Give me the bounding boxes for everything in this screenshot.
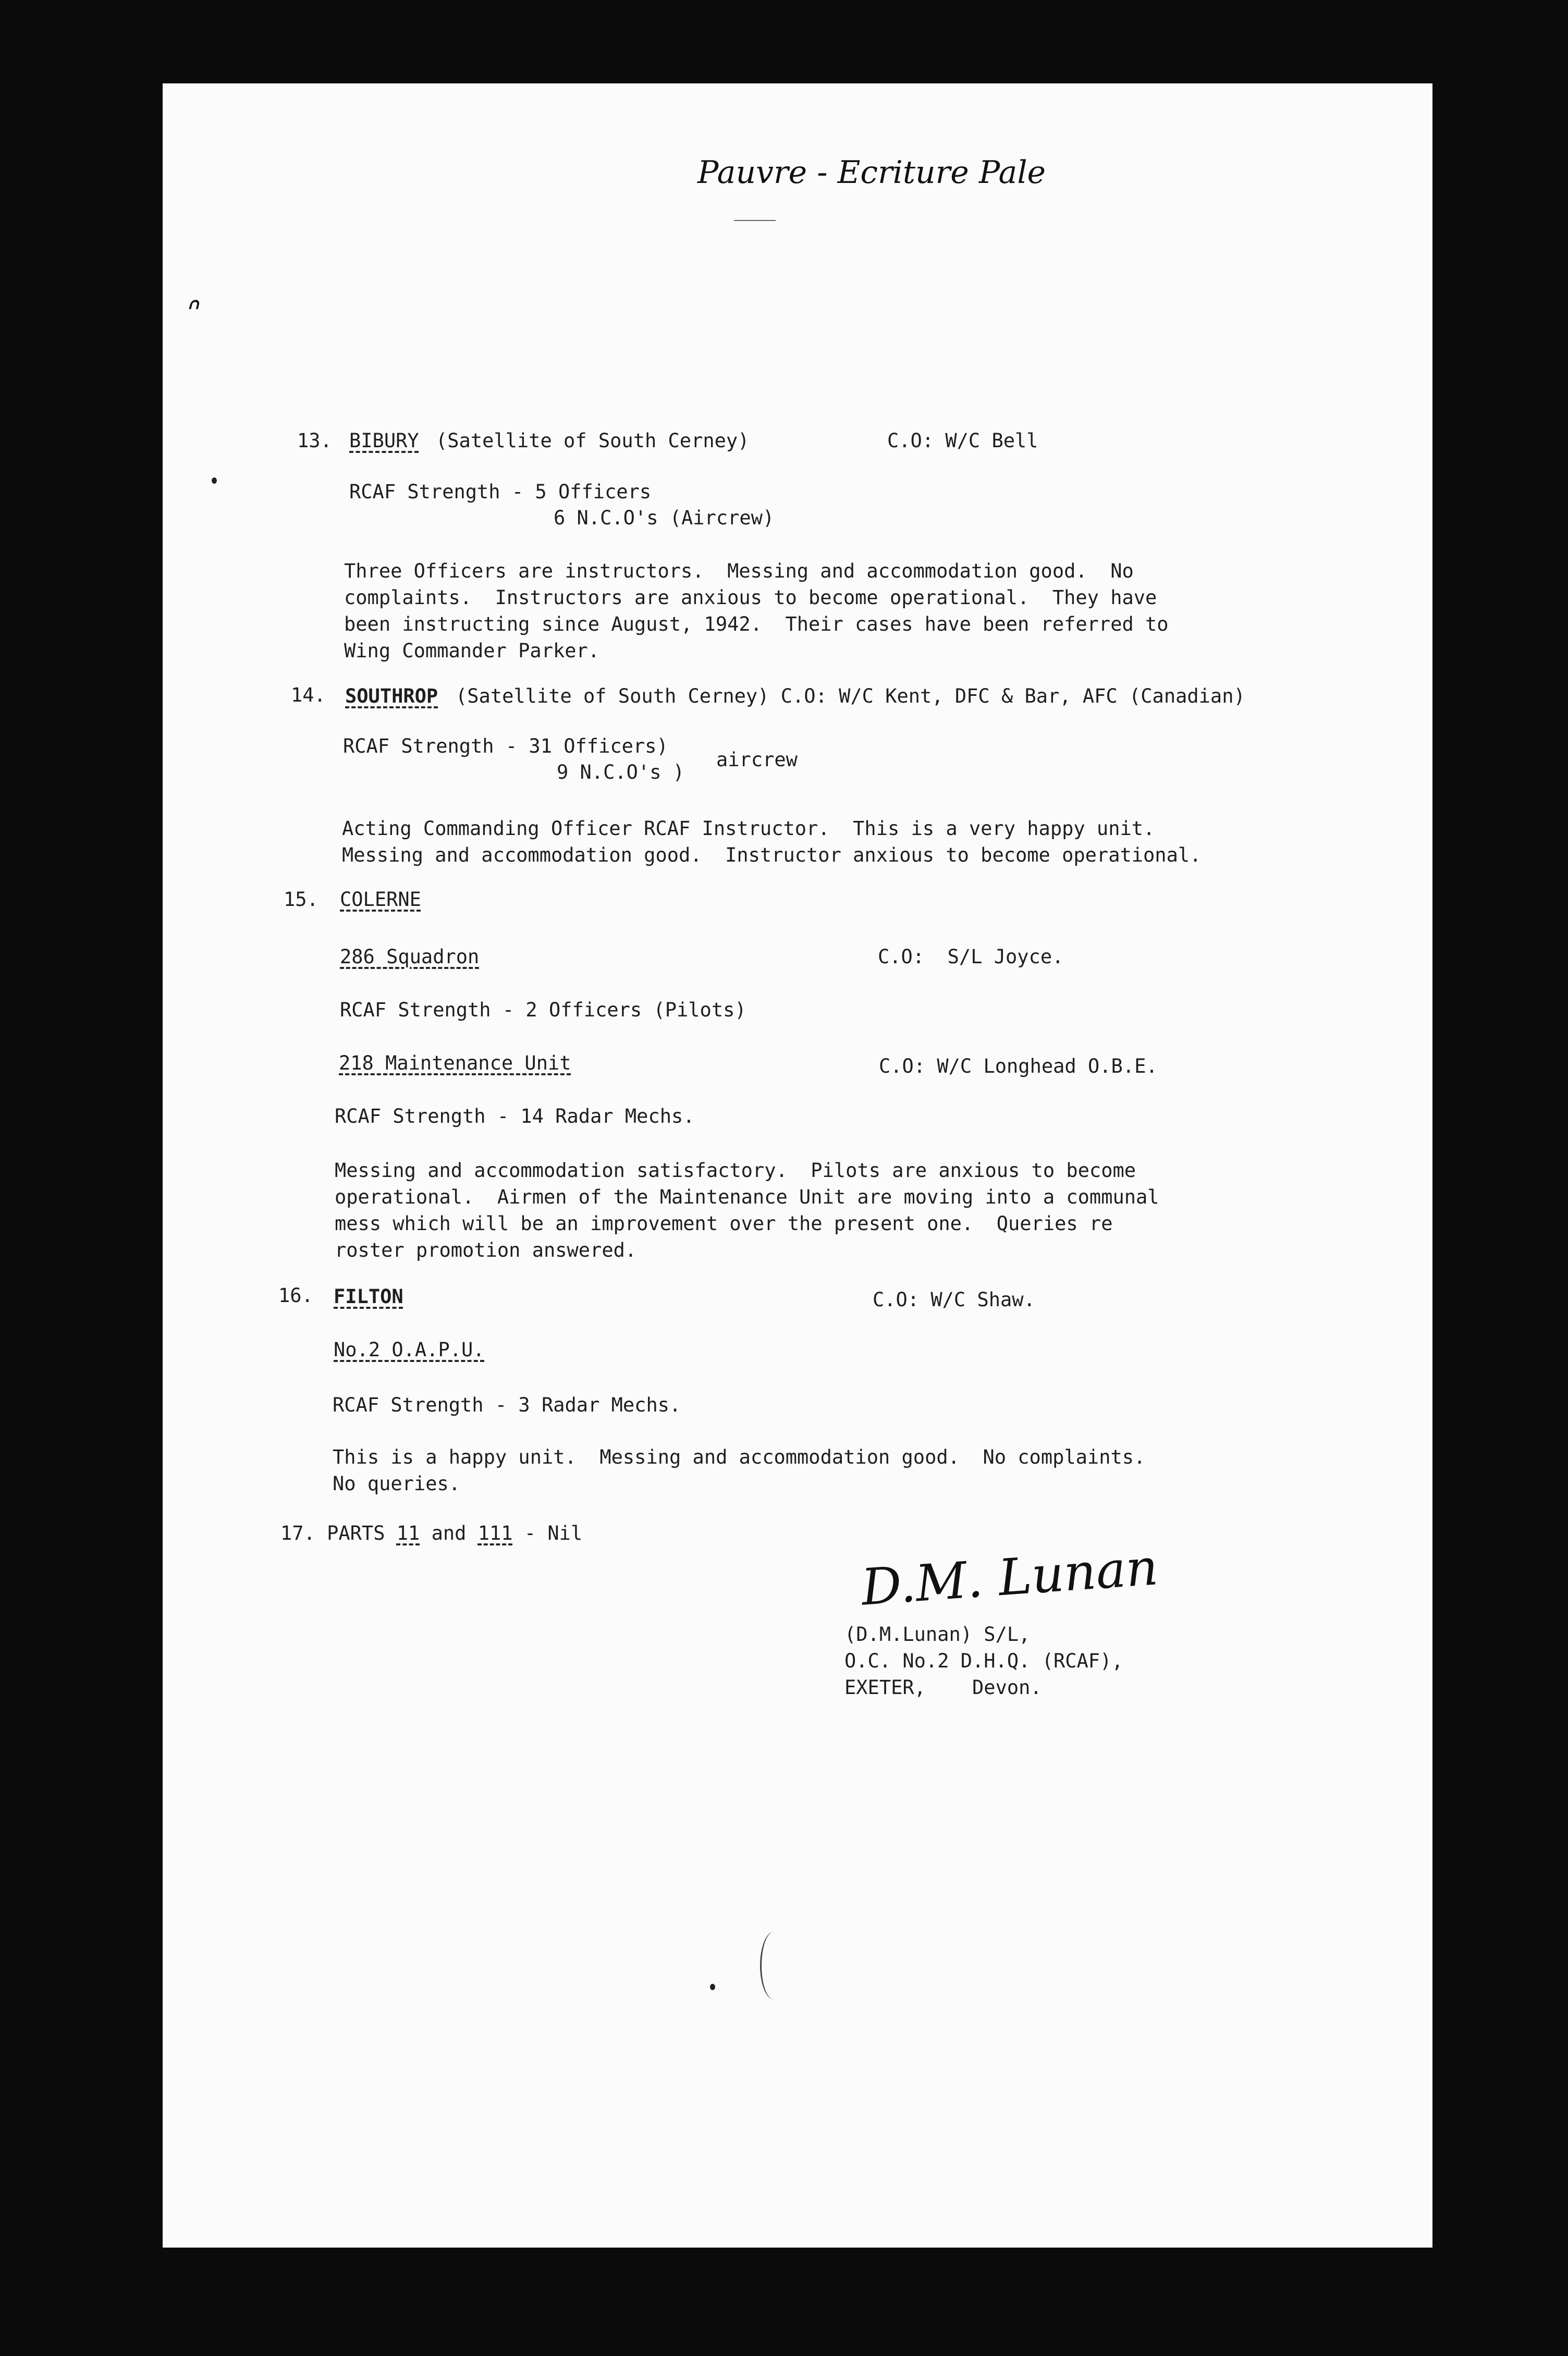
section-14-strength-note: aircrew (716, 748, 798, 771)
section-14-strength-line2: 9 N.C.O's ) (557, 761, 685, 783)
section-17-number: 17. (280, 1522, 315, 1544)
paragraph-line: Messing and accommodation good. Instructor anxious to become operational. (342, 844, 1202, 866)
section-15-unit1-co: C.O: S/L Joyce. (878, 946, 1064, 968)
paragraph-line: operational. Airmen of the Maintenance Unit are moving into a communal (335, 1186, 1159, 1208)
section-17-post: - Nil (524, 1522, 583, 1544)
section-16-strength: RCAF Strength - 3 Radar Mechs. (333, 1394, 681, 1416)
paragraph-line: been instructing since August, 1942. Their cases have been referred to (344, 613, 1169, 635)
document-page (163, 83, 1432, 2248)
signature-line3: EXETER, Devon. (844, 1676, 1042, 1699)
section-13-name: BIBURY (349, 430, 419, 452)
scan-mark (760, 1932, 788, 1999)
paragraph-line: Acting Commanding Officer RCAF Instructor. This is a very happy unit. (342, 817, 1155, 840)
section-15-unit1: 286 Squadron (340, 946, 480, 968)
handwritten-signature: D.M. Lunan (859, 1538, 1160, 1617)
paragraph-line: Messing and accommodation satisfactory. Pilots are anxious to become (335, 1159, 1136, 1182)
part-111: 111 (477, 1522, 513, 1544)
section-15-unit1-strength: RCAF Strength - 2 Officers (Pilots) (340, 999, 746, 1021)
margin-speck (212, 477, 217, 484)
section-13-strength-line2: 6 N.C.O's (Aircrew) (554, 507, 775, 529)
margin-mark: ᐢ (183, 292, 197, 330)
section-14-name: SOUTHROP (345, 685, 438, 707)
section-17-and: and (431, 1522, 467, 1544)
section-15-name: COLERNE (340, 888, 421, 911)
section-14-details: (Satellite of South Cerney) C.O: W/C Kent, DFC & Bar, AFC (Canadian) (456, 685, 1245, 707)
paragraph-line: mess which will be an improvement over the present one. Queries re (335, 1212, 1113, 1235)
section-16-unit: No.2 O.A.P.U. (334, 1339, 485, 1361)
paragraph-line: Wing Commander Parker. (344, 640, 600, 662)
section-13-note: (Satellite of South Cerney) (436, 430, 750, 452)
section-14-number: 14. (291, 684, 326, 706)
section-15-unit2: 218 Maintenance Unit (339, 1052, 571, 1074)
paragraph-line: No queries. (333, 1473, 461, 1495)
section-17-pre: PARTS (327, 1522, 385, 1544)
section-14-strength-line1: RCAF Strength - 31 Officers) (343, 735, 668, 757)
handwritten-header-note: Pauvre - Ecriture Pale (697, 154, 1046, 191)
section-17-line (280, 1520, 582, 1547)
paragraph-line: complaints. Instructors are anxious to become operational. They have (344, 586, 1157, 609)
paragraph-line: This is a happy unit. Messing and accommodation good. No complaints. (333, 1446, 1146, 1468)
section-16-number: 16. (278, 1284, 313, 1307)
section-13-number: 13. (297, 430, 332, 452)
part-11: 11 (396, 1522, 420, 1544)
section-13-co: C.O: W/C Bell (887, 430, 1038, 452)
header-mark (734, 220, 776, 221)
signature-line2: O.C. No.2 D.H.Q. (RCAF), (844, 1650, 1123, 1672)
section-16-name: FILTON (334, 1285, 403, 1308)
section-15-unit2-strength: RCAF Strength - 14 Radar Mechs. (335, 1105, 695, 1127)
paragraph-line: Three Officers are instructors. Messing and accommodation good. No (344, 560, 1134, 582)
signature-line1: (D.M.Lunan) S/L, (844, 1623, 1031, 1646)
paragraph-line: roster promotion answered. (335, 1239, 637, 1261)
section-15-number: 15. (284, 888, 318, 911)
section-13-strength-line1: RCAF Strength - 5 Officers (349, 481, 652, 503)
section-16-co: C.O: W/C Shaw. (873, 1289, 1035, 1311)
section-15-unit2-co: C.O: W/C Longhead O.B.E. (879, 1055, 1158, 1077)
scan-speck (710, 1984, 715, 1990)
